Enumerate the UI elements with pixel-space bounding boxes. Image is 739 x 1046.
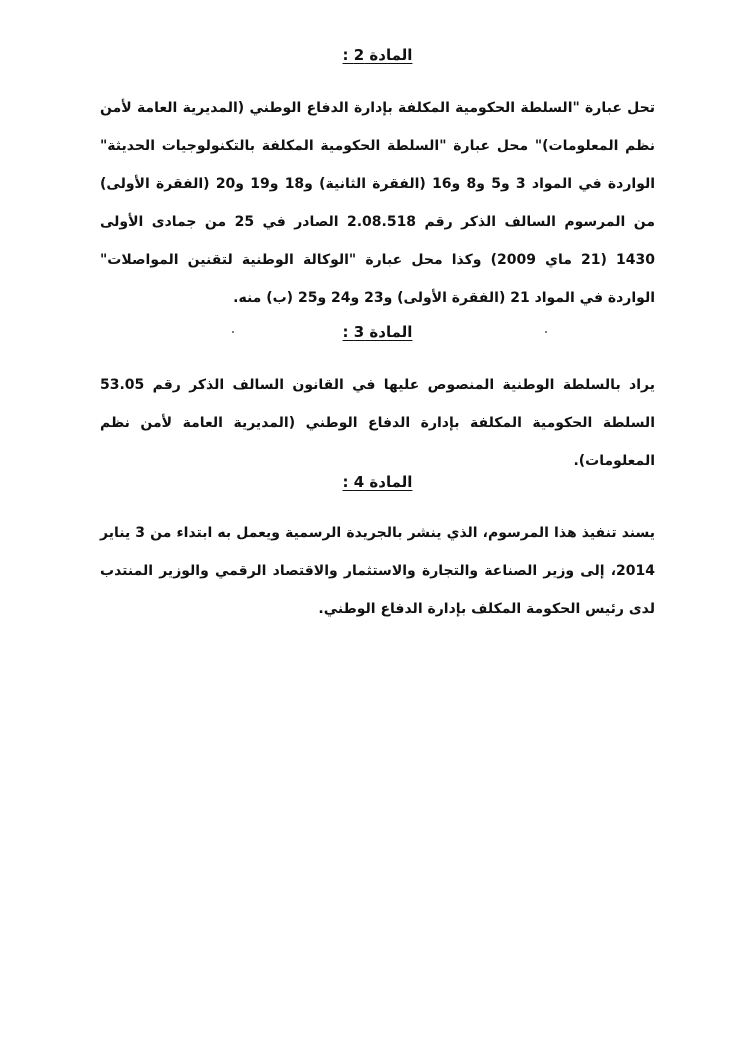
article-3 [100, 322, 655, 480]
article-3-heading: المادة 3 : [342, 323, 413, 341]
article-4-text: يسند تنفيذ هذا المرسوم، الذي ينشر بالجريدة الرسمية ويعمل به ابتداء من 3 يناير 2014، إلى وزير الصناعة والتجارة والاستثمار والاقتصاد الرقمي والوزير المنتدب لدى رئيس الحكومة المكلف بإدارة الدفاع الوطني. [100, 525, 655, 617]
article-3-text: يراد بالسلطة الوطنية المنصوص عليها في القانون السالف الذكر رقم 53.05 السلطة الحكومية المكلفة بإدارة الدفاع الوطني (المديرية العامة لأمن نظم المعلومات). [100, 377, 655, 469]
article-2-text: تحل عبارة "السلطة الحكومية المكلفة بإدارة الدفاع الوطني (المديرية العامة لأمن نظم المعلومات)" محل عبارة "السلطة الحكومية المكلفة بالتكنولوجيات الحديثة" الواردة في المواد 3 و5 و8 و16 (الفقرة الثانية) و18 و19 و20 (الفقرة الأولى) من المرسوم السالف الذكر رقم 2.08.518 الصادر في 25 من جمادى الأولى 1430 (21 ماي 2009) وكذا محل عبارة "الوكالة الوطنية لتقنين المواصلات" الواردة في المواد 21 (الفقرة الأولى) و23 و24 و25 (ب) منه. [100, 100, 656, 306]
article-4-heading: المادة 4 : [342, 473, 413, 491]
article-2-heading: المادة 2 : [342, 46, 413, 64]
article-4 [100, 472, 655, 628]
article-2 [100, 45, 655, 317]
